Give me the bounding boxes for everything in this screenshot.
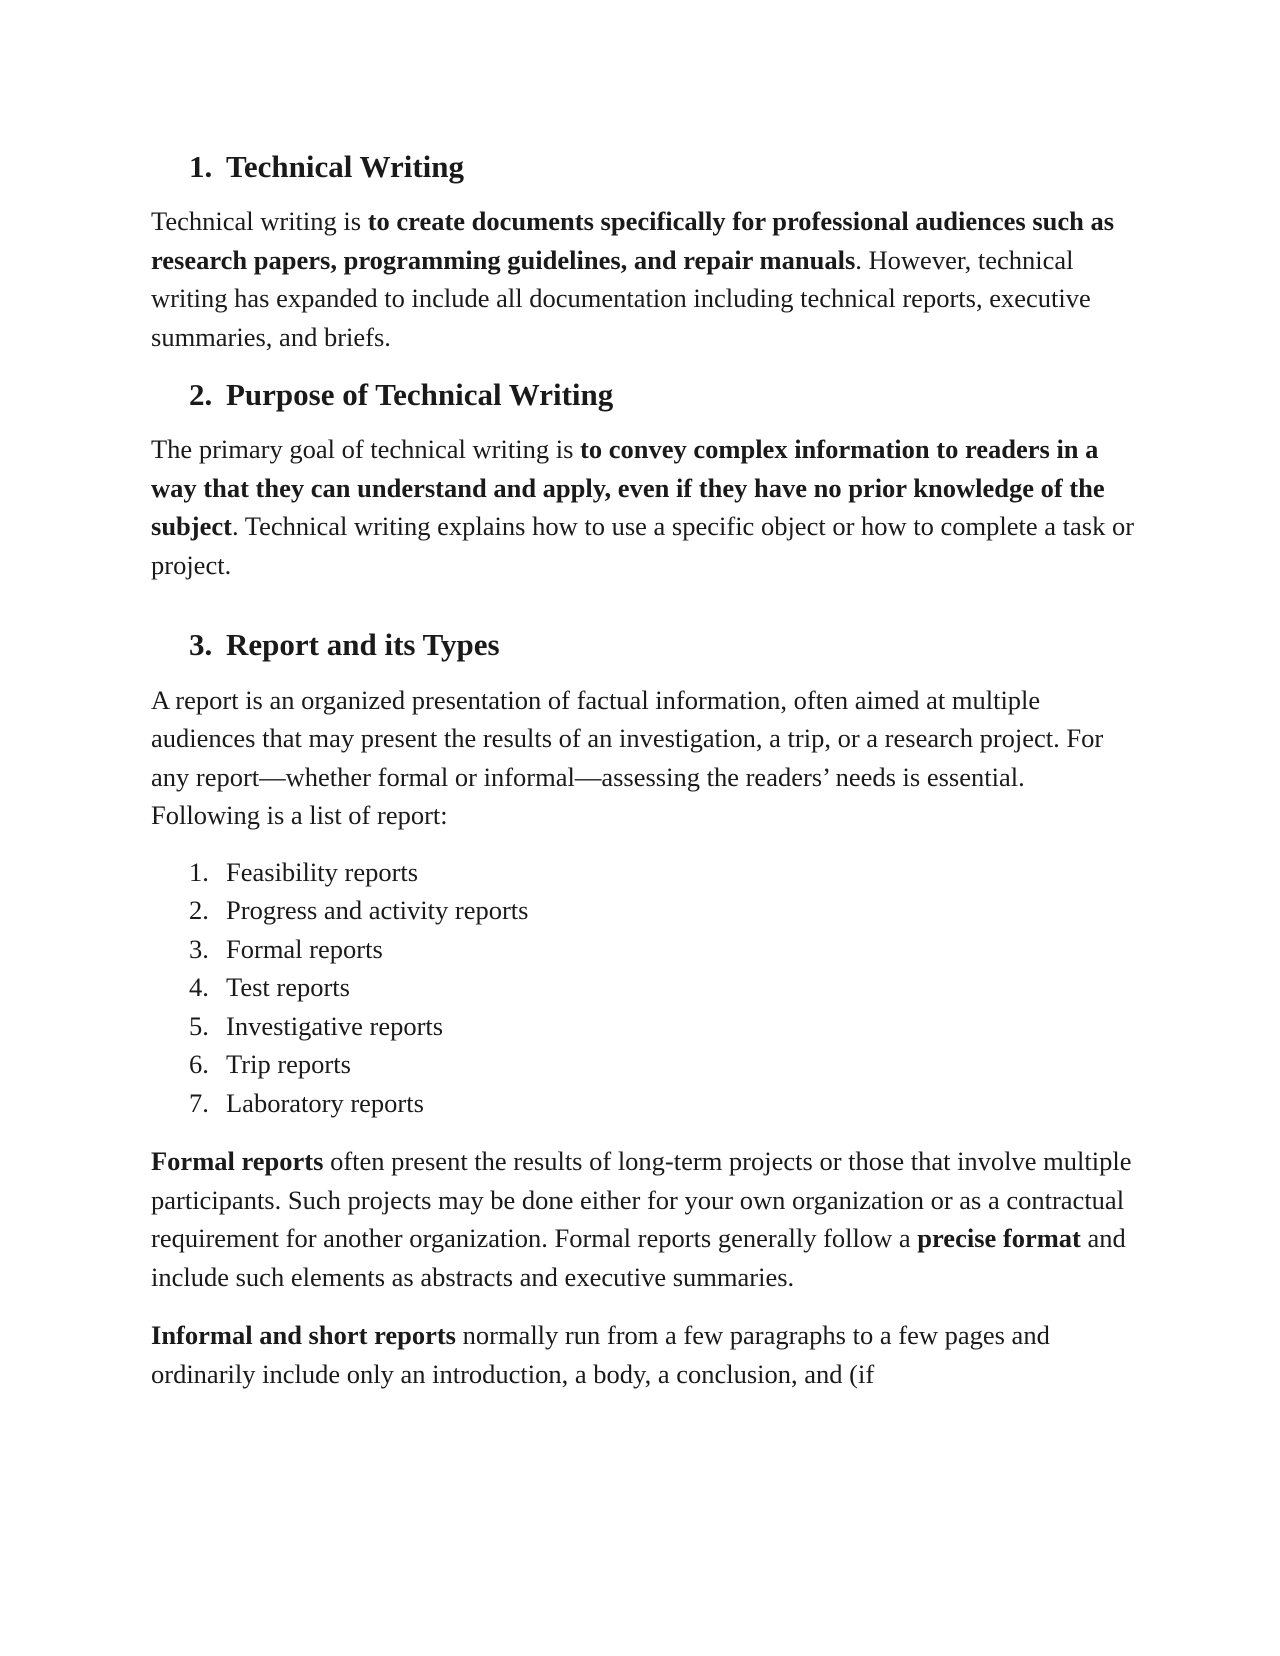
section-number: 1. — [189, 149, 213, 184]
paragraph-text: often present the results of long-term projects or those that involve multiple participants. Such projects may be done either for your own organization or as a contractual requirement for another organization. Formal reports generally follow a — [151, 1146, 1132, 1254]
list-item — [189, 930, 1136, 969]
list-number: 3. — [189, 933, 209, 964]
list-label: Formal reports — [226, 933, 383, 964]
section-title: Technical Writing — [226, 149, 464, 184]
section-heading-report-types — [151, 626, 1136, 663]
paragraph-text-2: and include such elements as abstracts and executive summaries. — [151, 1223, 1126, 1292]
list-label: Laboratory reports — [226, 1087, 424, 1118]
section-number: 2. — [189, 377, 213, 413]
list-label: Feasibility reports — [226, 856, 419, 887]
list-label: Investigative reports — [226, 1010, 444, 1041]
list-item — [189, 1084, 1136, 1123]
informal-reports-paragraph — [151, 1316, 1136, 1393]
section-title: Purpose of Technical Writing — [226, 377, 614, 413]
paragraph-text: normally run from a few paragraphs to a few pages and ordinarily include only an introduction, a body, a conclusion, and (if — [151, 1320, 1050, 1389]
list-number: 6. — [189, 1049, 209, 1080]
list-item — [189, 968, 1136, 1007]
section-title: Report and its Types — [226, 627, 500, 663]
paragraph-bold: to create documents specifically for professional audiences such as research papers, programming guidelines, and repair manuals — [151, 206, 1115, 275]
report-types-list — [151, 853, 1136, 1123]
section-number: 3. — [189, 627, 213, 663]
list-number: 1. — [189, 856, 209, 887]
paragraph-bold: to convey complex information to readers in a way that they can understand and apply, even if they have no prior knowledge of the subject — [151, 434, 1105, 542]
report-paragraph: A report is an organized presentation of factual information, often aimed at multiple audiences that may present the results of an investigation, a trip, or a research project. For any report—whether formal or informal—assessing the readers’ needs is essential. Following is a list of report: — [151, 684, 1104, 831]
paragraph-bold: Informal and short reports — [151, 1320, 456, 1351]
list-item — [189, 891, 1136, 930]
section-heading-purpose — [151, 376, 1136, 413]
list-label: Test reports — [226, 972, 350, 1003]
paragraph-bold: Formal reports — [151, 1146, 324, 1177]
list-number: 2. — [189, 895, 209, 926]
paragraph-lead: The primary goal of technical writing is — [151, 434, 581, 465]
paragraph-rest: . However, technical writing has expanded to include all documentation including technical reports, executive summaries, and briefs. — [151, 244, 1091, 352]
list-item — [189, 1007, 1136, 1046]
list-item — [189, 853, 1136, 892]
section-heading-technical-writing — [151, 148, 1136, 185]
list-number: 5. — [189, 1010, 209, 1041]
formal-reports-paragraph — [151, 1142, 1136, 1296]
list-number: 4. — [189, 972, 209, 1003]
paragraph-bold-2: precise format — [917, 1223, 1081, 1254]
list-label: Progress and activity reports — [226, 895, 529, 926]
purpose-paragraph — [151, 430, 1136, 584]
technical-writing-paragraph — [151, 202, 1136, 356]
list-number: 7. — [189, 1087, 209, 1118]
list-label: Trip reports — [226, 1049, 351, 1080]
paragraph-lead: Technical writing is — [151, 206, 368, 237]
paragraph-rest: . Technical writing explains how to use a specific object or how to complete a task or project. — [151, 511, 1135, 580]
document-page — [151, 140, 1136, 1393]
list-item — [189, 1045, 1136, 1084]
